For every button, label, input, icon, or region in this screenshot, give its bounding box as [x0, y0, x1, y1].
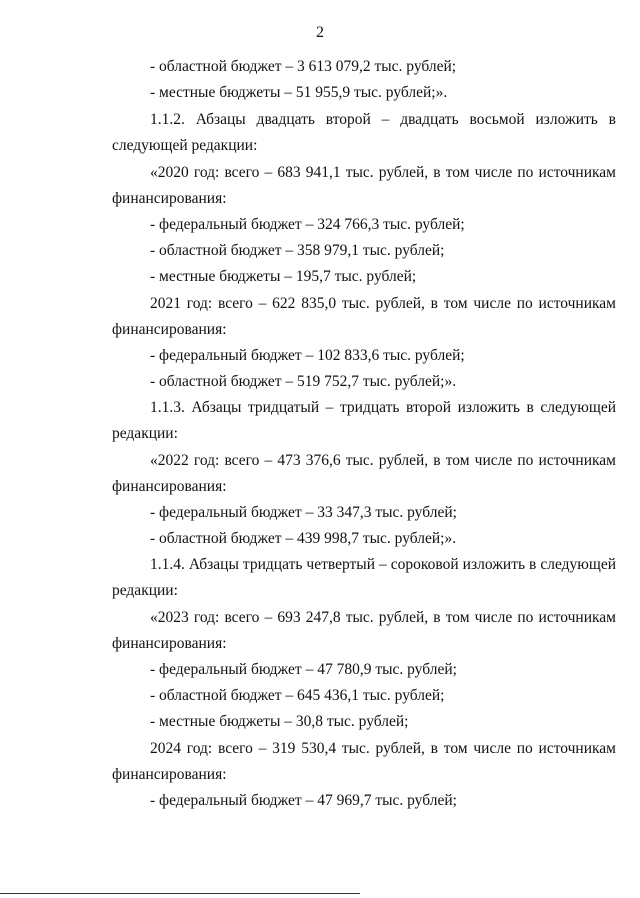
- document-line: финансирования:: [112, 766, 227, 783]
- document-line: редакции:: [112, 582, 178, 599]
- document-line: - местные бюджеты – 195,7 тыс. рублей;: [150, 268, 417, 285]
- document-line: финансирования:: [112, 635, 227, 652]
- document-line: - областной бюджет – 439 998,7 тыс. рублей;».: [150, 530, 457, 547]
- document-line: финансирования:: [112, 321, 227, 338]
- document-line: 1.1.4. Абзацы тридцать четвертый – сороковой изложить в следующей: [150, 556, 616, 573]
- document-line: - федеральный бюджет – 102 833,6 тыс. рублей;: [150, 347, 465, 364]
- document-line: - федеральный бюджет – 47 780,9 тыс. рублей;: [150, 661, 457, 678]
- document-line: - областной бюджет – 519 752,7 тыс. рублей;».: [150, 373, 457, 390]
- document-line: - местные бюджеты – 51 955,9 тыс. рублей;».: [150, 84, 448, 101]
- document-line: - областной бюджет – 645 436,1 тыс. рублей;: [150, 687, 445, 704]
- document-line: - областной бюджет – 3 613 079,2 тыс. рублей;: [150, 58, 457, 75]
- document-line: следующей редакции:: [112, 137, 258, 154]
- document-line: редакции:: [112, 425, 178, 442]
- bottom-rule: [0, 893, 360, 894]
- document-line: 1.1.3. Абзацы тридцатый – тридцать второй изложить в следующей: [150, 399, 616, 416]
- document-line: - федеральный бюджет – 47 969,7 тыс. рублей;: [150, 792, 457, 809]
- document-line: 1.1.2. Абзацы двадцать второй – двадцать восьмой изложить в: [150, 111, 616, 128]
- document-line: «2020 год: всего – 683 941,1 тыс. рублей, в том числе по источникам: [150, 164, 616, 181]
- document-line: 2021 год: всего – 622 835,0 тыс. рублей, в том числе по источникам: [150, 295, 616, 312]
- document-line: - местные бюджеты – 30,8 тыс. рублей;: [150, 713, 409, 730]
- document-line: - федеральный бюджет – 324 766,3 тыс. рублей;: [150, 216, 465, 233]
- document-line: финансирования:: [112, 478, 227, 495]
- document-line: - областной бюджет – 358 979,1 тыс. рублей;: [150, 242, 445, 259]
- page-number: 2: [316, 24, 324, 41]
- document-line: - федеральный бюджет – 33 347,3 тыс. рублей;: [150, 504, 457, 521]
- document-line: 2024 год: всего – 319 530,4 тыс. рублей, в том числе по источникам: [150, 740, 616, 757]
- document-line: финансирования:: [112, 190, 227, 207]
- document-line: «2023 год: всего – 693 247,8 тыс. рублей, в том числе по источникам: [150, 609, 616, 626]
- document-line: «2022 год: всего – 473 376,6 тыс. рублей, в том числе по источникам: [150, 452, 616, 469]
